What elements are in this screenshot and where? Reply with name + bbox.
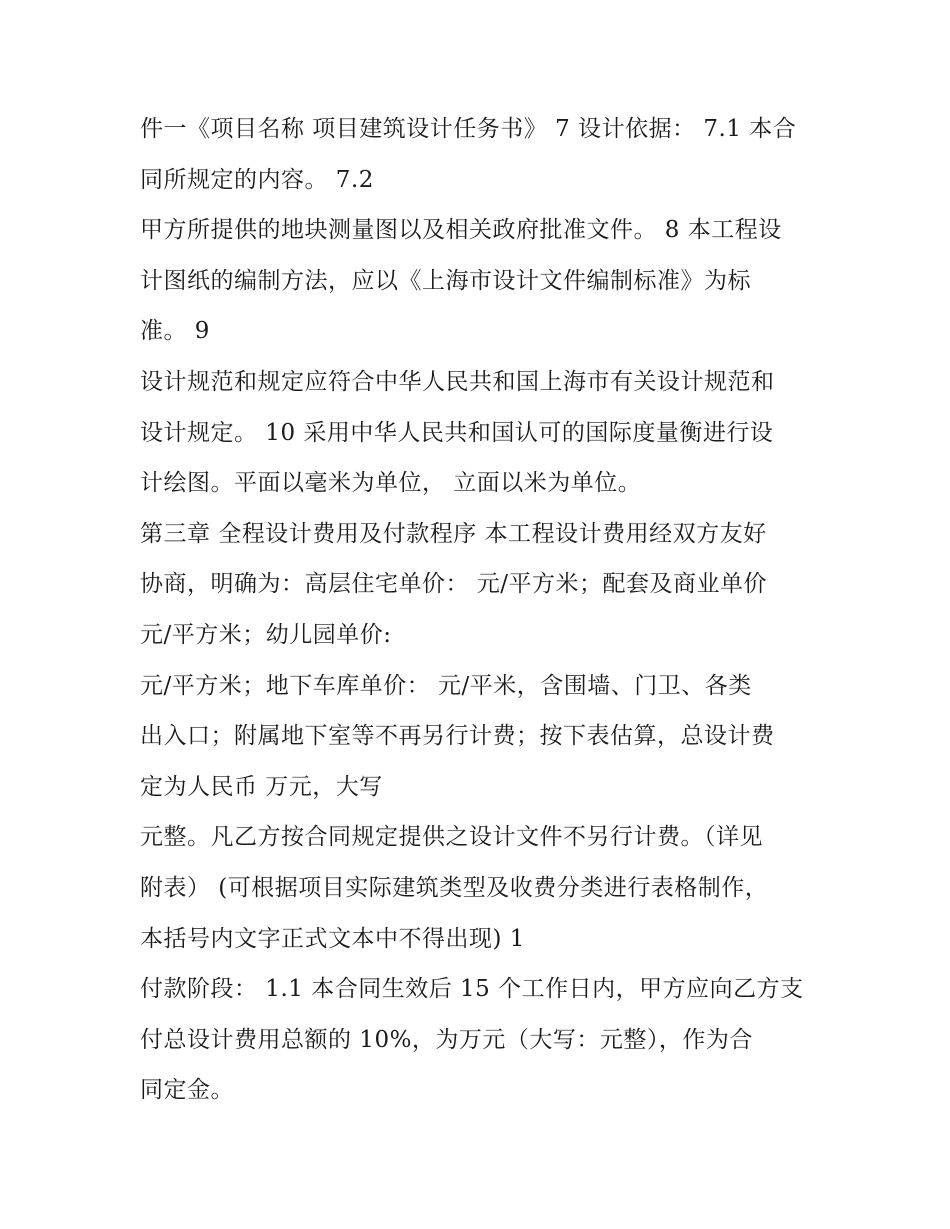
text-line: 付总设计费用总额的 10%，为万元（大写：元整），作为合 [140, 1026, 753, 1053]
text-line: 付款阶段： 1.1 本合同生效后 15 个工作日内，甲方应向乙方支 [140, 976, 804, 1003]
text-line: 同定金。 [140, 1077, 234, 1104]
chapter-heading-line: 第三章 全程设计费用及付款程序 本工程设计费用经双方友好 [140, 520, 767, 547]
text-line: 甲方所提供的地块测量图以及相关政府批准文件。 8 本工程设 [140, 217, 782, 244]
text-line: 计绘图。平面以毫米为单位， 立面以米为单位。 [140, 470, 642, 497]
text-line: 元/平方米；幼儿园单价: [140, 621, 392, 648]
text-line: 元/平方米；地下车库单价： 元/平米，含围墙、门卫、各类 [140, 672, 752, 699]
text-line: 定为人民币 万元，大写 [140, 773, 383, 800]
text-line: 协商，明确为：高层住宅单价： 元/平方米；配套及商业单价 [140, 571, 768, 598]
text-line: 设计规范和规定应符合中华人民共和国上海市有关设计规范和 [140, 368, 775, 395]
text-line: 附表） (可根据项目实际建筑类型及收费分类进行表格制作， [140, 874, 769, 901]
text-line: 准。 9 [140, 318, 210, 345]
text-line: 设计规定。 10 采用中华人民共和国认可的国际度量衡进行设 [140, 419, 774, 446]
contract-text-body [140, 104, 830, 1116]
text-line: 计图纸的编制方法，应以《上海市设计文件编制标准》为标 [140, 267, 751, 294]
text-line: 同所规定的内容。 7.2 [140, 166, 374, 193]
text-line: 出入口；附属地下室等不再另行计费；按下表估算，总设计费 [140, 723, 775, 750]
text-line: 元整。凡乙方按合同规定提供之设计文件不另行计费。（详见 [140, 824, 763, 851]
text-line: 本括号内文字正式文本中不得出现) 1 [140, 925, 525, 952]
text-line: 件一《项目名称 项目建筑设计任务书》 7 设计依据： 7.1 本合 [140, 116, 797, 142]
